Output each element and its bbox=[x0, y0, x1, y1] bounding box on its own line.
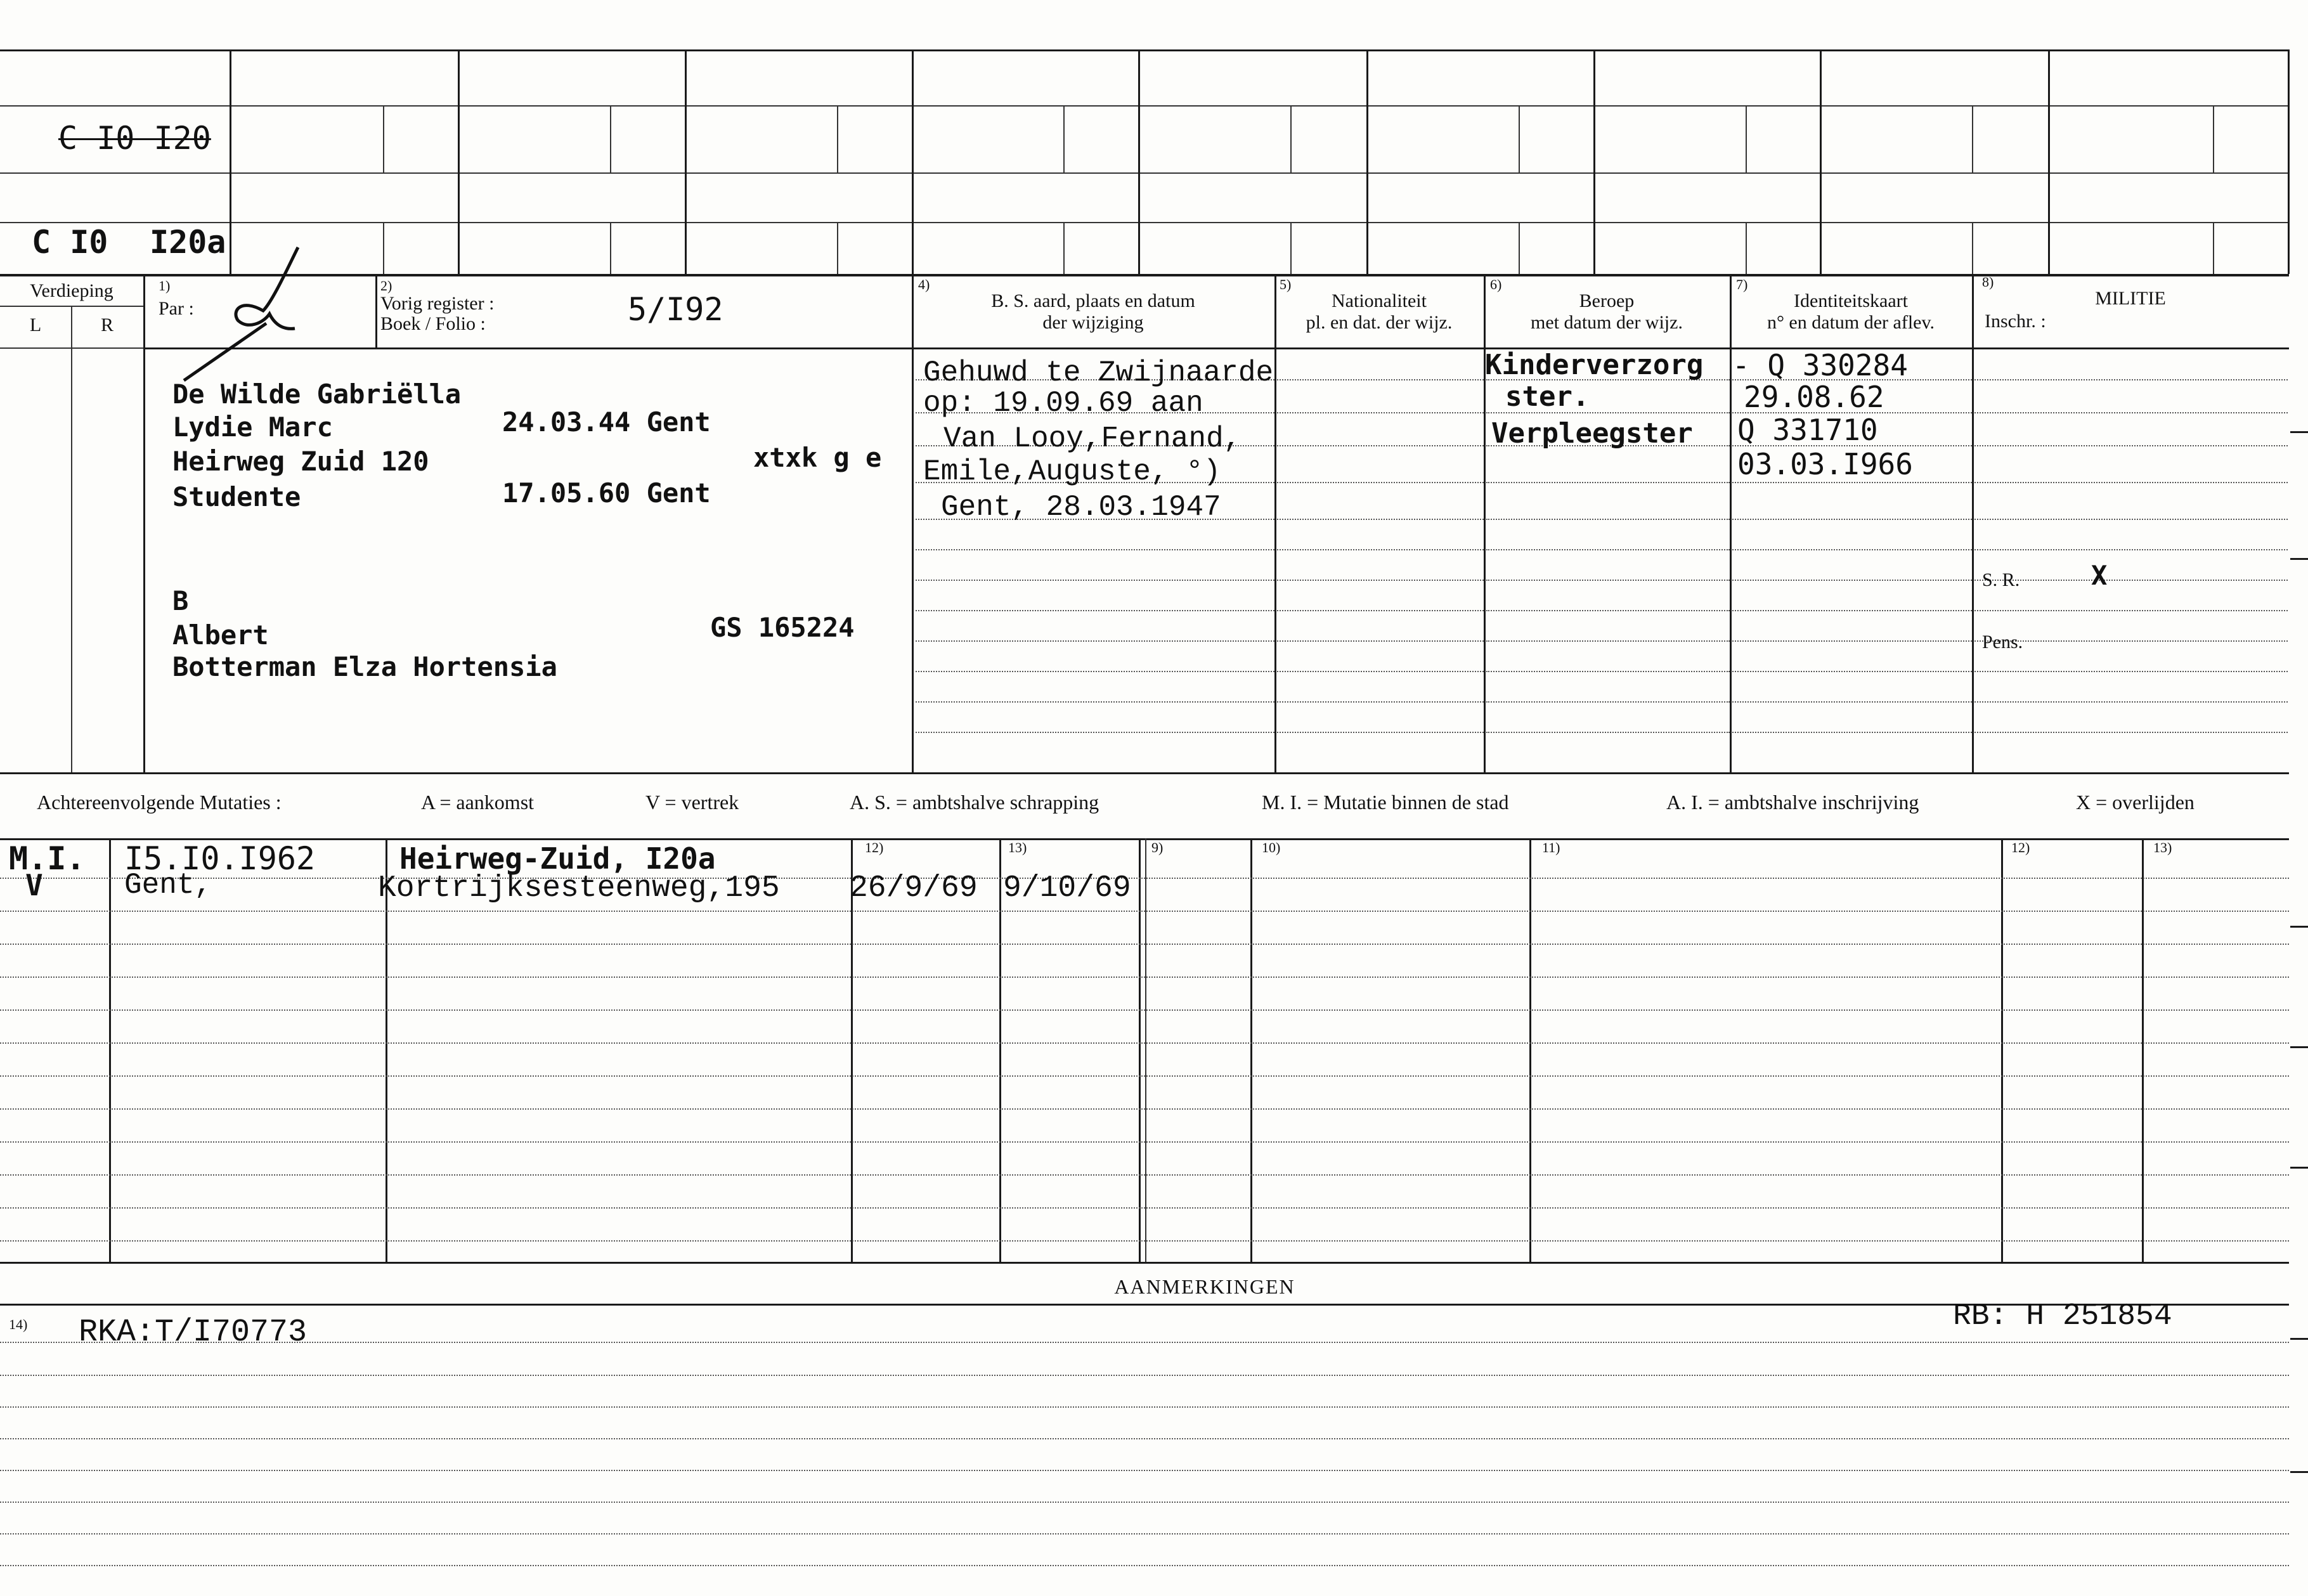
idcard-line2: 29.08.62 bbox=[1744, 380, 1884, 414]
idcard-line4: 03.03.I966 bbox=[1737, 447, 1913, 481]
bs-line3: Van Looy,Fernand, bbox=[943, 422, 1242, 455]
pens-label: Pens. bbox=[1982, 632, 2023, 652]
gs-number: GS 165224 bbox=[710, 612, 855, 643]
par-label: Par : bbox=[159, 298, 194, 319]
mutation-row1-type: M.I. bbox=[9, 840, 86, 877]
legend-v: V = vertrek bbox=[645, 791, 739, 814]
beroep-line2: ster. bbox=[1505, 380, 1590, 413]
idcard-line3: Q 331710 bbox=[1737, 413, 1878, 447]
col-r-label: R bbox=[100, 315, 113, 335]
note-12-a: 12) bbox=[865, 840, 884, 855]
person-date-2: 17.05.60 Gent bbox=[502, 477, 711, 509]
mutation-row2-col12: 26/9/69 bbox=[850, 871, 978, 905]
legend-title: Achtereenvolgende Mutaties : bbox=[37, 791, 282, 814]
col-l-label: L bbox=[29, 315, 42, 335]
mutation-row2-place: Gent, bbox=[124, 869, 212, 902]
top-code-number: I20a bbox=[150, 224, 226, 261]
note-5: 5) bbox=[1280, 276, 1292, 292]
sr-value: X bbox=[2091, 560, 2108, 591]
mutation-row2-type: V bbox=[25, 868, 43, 902]
beroep-header-line1: Beroep bbox=[1579, 290, 1635, 311]
remarks-title: AANMERKINGEN bbox=[1114, 1275, 1295, 1298]
person-b: B bbox=[172, 585, 189, 616]
note-6: 6) bbox=[1490, 276, 1502, 292]
legend-a: A = aankomst bbox=[421, 791, 535, 814]
beroep-header-line2: met datum der wijz. bbox=[1531, 312, 1683, 333]
nationaliteit-header-line1: Nationaliteit bbox=[1332, 290, 1427, 311]
mutation-row2-col13: 9/10/69 bbox=[1003, 871, 1131, 905]
nationaliteit-header-line2: pl. en dat. der wijz. bbox=[1306, 312, 1453, 333]
legend-ai: A. I. = ambtshalve inschrijving bbox=[1666, 791, 1919, 814]
verdieping-label: Verdieping bbox=[30, 280, 113, 301]
remark-rka: RKA:T/I70773 bbox=[79, 1314, 308, 1351]
beroep-line3: Verpleegster bbox=[1491, 417, 1693, 450]
identiteitskaart-header-line1: Identiteitskaart bbox=[1794, 290, 1908, 311]
bs-header-line1: B. S. aard, plaats en datum bbox=[991, 290, 1195, 311]
sr-label: S. R. bbox=[1982, 569, 2020, 590]
note-1: 1) bbox=[159, 278, 171, 294]
person-name-line1: De Wilde Gabriëlla bbox=[172, 379, 462, 410]
remark-rb: RB: H 251854 bbox=[1953, 1299, 2172, 1333]
vorig-register-label: Vorig register : bbox=[380, 293, 495, 314]
mother-name: Botterman Elza Hortensia bbox=[172, 651, 557, 682]
bs-line5: Gent, 28.03.1947 bbox=[941, 491, 1221, 524]
militie-header: MILITIE bbox=[2095, 288, 2166, 309]
bs-line2: op: 19.09.69 aan bbox=[923, 387, 1203, 420]
father-name: Albert bbox=[172, 620, 269, 651]
note-13-a: 13) bbox=[1008, 840, 1027, 855]
boek-folio-label: Boek / Folio : bbox=[380, 313, 486, 334]
note-7: 7) bbox=[1736, 276, 1748, 292]
top-code-prefix: C I0 bbox=[32, 224, 108, 261]
note-8: 8) bbox=[1982, 274, 1994, 290]
person-occupation: Studente bbox=[172, 481, 301, 512]
note-13-b: 13) bbox=[2153, 840, 2172, 855]
person-date-1: 24.03.44 Gent bbox=[502, 406, 711, 438]
legend-x: X = overlijden bbox=[2076, 791, 2195, 814]
bs-header-line2: der wijziging bbox=[1042, 312, 1144, 333]
legend-as: A. S. = ambtshalve schrapping bbox=[850, 791, 1099, 814]
person-name-line2: Lydie Marc bbox=[172, 412, 333, 443]
vorig-register-value: 5/I92 bbox=[628, 291, 723, 328]
inschr-label: Inschr. : bbox=[1985, 311, 2046, 332]
mutation-row1-date: I5.I0.I962 bbox=[124, 840, 316, 877]
note-14: 14) bbox=[9, 1316, 28, 1332]
note-12-b: 12) bbox=[2011, 840, 2030, 855]
note-9: 9) bbox=[1151, 840, 1164, 855]
mutation-row2-address: Kortrijksesteenweg,195 bbox=[378, 871, 780, 905]
note-11: 11) bbox=[1542, 840, 1560, 855]
top-code-struck: C I0 I20 bbox=[58, 120, 211, 157]
beroep-line1: Kinderverzorg bbox=[1485, 349, 1704, 381]
bs-line4: Emile,Auguste, °) bbox=[923, 455, 1221, 488]
overstrike-text: xtxk g e bbox=[753, 442, 882, 473]
person-address: Heirweg Zuid 120 bbox=[172, 446, 429, 477]
note-4: 4) bbox=[918, 276, 930, 292]
handwritten-mark bbox=[146, 241, 311, 393]
mutation-row1-address: Heirweg-Zuid, I20a bbox=[399, 841, 716, 876]
identiteitskaart-header-line2: n° en datum der aflev. bbox=[1767, 312, 1935, 333]
note-10: 10) bbox=[1262, 840, 1281, 855]
note-2: 2) bbox=[380, 278, 392, 294]
idcard-line1: - Q 330284 bbox=[1732, 348, 1908, 382]
legend-mi: M. I. = Mutatie binnen de stad bbox=[1262, 791, 1509, 814]
bs-line1: Gehuwd te Zwijnaarde bbox=[923, 356, 1274, 389]
